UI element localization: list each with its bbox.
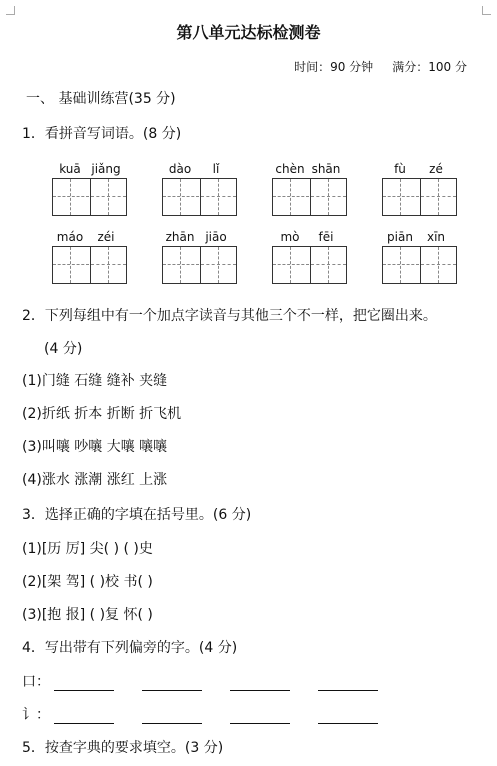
- grid-cell[interactable]: [90, 247, 126, 283]
- writing-grid[interactable]: [272, 178, 347, 216]
- grid-cell[interactable]: [200, 179, 236, 215]
- grid-cell[interactable]: [53, 247, 89, 283]
- grid-cell[interactable]: [383, 179, 419, 215]
- grid-cell[interactable]: [310, 179, 346, 215]
- grid-cell[interactable]: [90, 179, 126, 215]
- question-2: 2．下列每组中有一个加点字读音与其他三个不一样，把它圈出来。: [22, 308, 437, 324]
- pinyin-syllable: zhān: [165, 230, 195, 244]
- writing-grid[interactable]: [52, 246, 127, 284]
- pinyin-syllable: fù: [394, 162, 406, 176]
- pinyin-syllable: máo: [56, 230, 84, 244]
- grid-cell[interactable]: [53, 179, 89, 215]
- pinyin-syllable: zéi: [97, 230, 115, 244]
- pinyin-syllable: jiāo: [205, 230, 227, 244]
- answer-blank[interactable]: [318, 709, 378, 724]
- section-heading: 一、 基础训练营(35 分): [26, 91, 176, 107]
- q3-line-1: (1)[历 厉] 尖( ) ( )史: [22, 541, 153, 557]
- writing-grid[interactable]: [162, 178, 237, 216]
- answer-blank[interactable]: [54, 709, 114, 724]
- radical-label: 口：: [22, 674, 50, 690]
- pinyin-syllable: lǐ: [212, 162, 220, 176]
- answer-blank[interactable]: [142, 709, 202, 724]
- answer-blank[interactable]: [230, 709, 290, 724]
- grid-cell[interactable]: [273, 247, 309, 283]
- grid-cell[interactable]: [420, 179, 456, 215]
- exam-meta: [294, 58, 467, 75]
- pinyin-syllable: mò: [280, 230, 300, 244]
- radical-label: 讠：: [22, 707, 50, 723]
- pinyin-syllable: fēi: [318, 230, 334, 244]
- q2-line-3: (3)叫嚷 吵嚷 大嚷 嚷嚷: [22, 439, 168, 455]
- time-value: 90 分钟: [330, 60, 374, 74]
- pinyin-syllable: kuā: [59, 162, 81, 176]
- crop-mark: [6, 6, 15, 15]
- writing-grid[interactable]: [382, 178, 457, 216]
- question-1: 1．看拼音写词语。(8 分): [22, 126, 182, 142]
- grid-cell[interactable]: [163, 247, 199, 283]
- radical-row-2: [22, 704, 406, 724]
- writing-grid[interactable]: [272, 246, 347, 284]
- question-5: 5．按查字典的要求填空。(3 分): [22, 740, 224, 756]
- grid-cell[interactable]: [310, 247, 346, 283]
- answer-blank[interactable]: [230, 676, 290, 691]
- grid-cell[interactable]: [200, 247, 236, 283]
- pinyin-syllable: xīn: [426, 230, 446, 244]
- writing-grid[interactable]: [52, 178, 127, 216]
- writing-grid[interactable]: [382, 246, 457, 284]
- time-label: 时间：: [294, 60, 331, 74]
- pinyin-syllable: piān: [387, 230, 413, 244]
- pinyin-syllable: chèn: [275, 162, 305, 176]
- answer-blank[interactable]: [142, 676, 202, 691]
- q3-line-3: (3)[抱 报] ( )复 怀( ): [22, 607, 153, 623]
- pinyin-syllable: dào: [168, 162, 192, 176]
- question-3: 3．选择正确的字填在括号里。(6 分): [22, 507, 252, 523]
- answer-blank[interactable]: [54, 676, 114, 691]
- grid-cell[interactable]: [383, 247, 419, 283]
- pinyin-syllable: jiǎng: [91, 162, 121, 176]
- writing-grid[interactable]: [162, 246, 237, 284]
- score-value: 100 分: [428, 60, 467, 74]
- question-4: 4．写出带有下列偏旁的字。(4 分): [22, 640, 238, 656]
- q2-line-1: (1)门缝 石缝 缝补 夹缝: [22, 373, 168, 389]
- score-label: 满分：: [392, 60, 429, 74]
- question-2-score: (4 分): [44, 341, 83, 357]
- grid-cell[interactable]: [273, 179, 309, 215]
- page-title: 第八单元达标检测卷: [176, 23, 321, 42]
- grid-cell[interactable]: [163, 179, 199, 215]
- pinyin-syllable: shān: [311, 162, 341, 176]
- q3-line-2: (2)[架 驾] ( )校 书( ): [22, 574, 153, 590]
- q2-line-2: (2)折纸 折本 折断 折飞机: [22, 406, 182, 422]
- crop-mark: [482, 6, 491, 15]
- pinyin-syllable: zé: [429, 162, 443, 176]
- radical-row-1: [22, 671, 406, 691]
- q2-line-4: (4)涨水 涨潮 涨红 上涨: [22, 472, 168, 488]
- answer-blank[interactable]: [318, 676, 378, 691]
- grid-cell[interactable]: [420, 247, 456, 283]
